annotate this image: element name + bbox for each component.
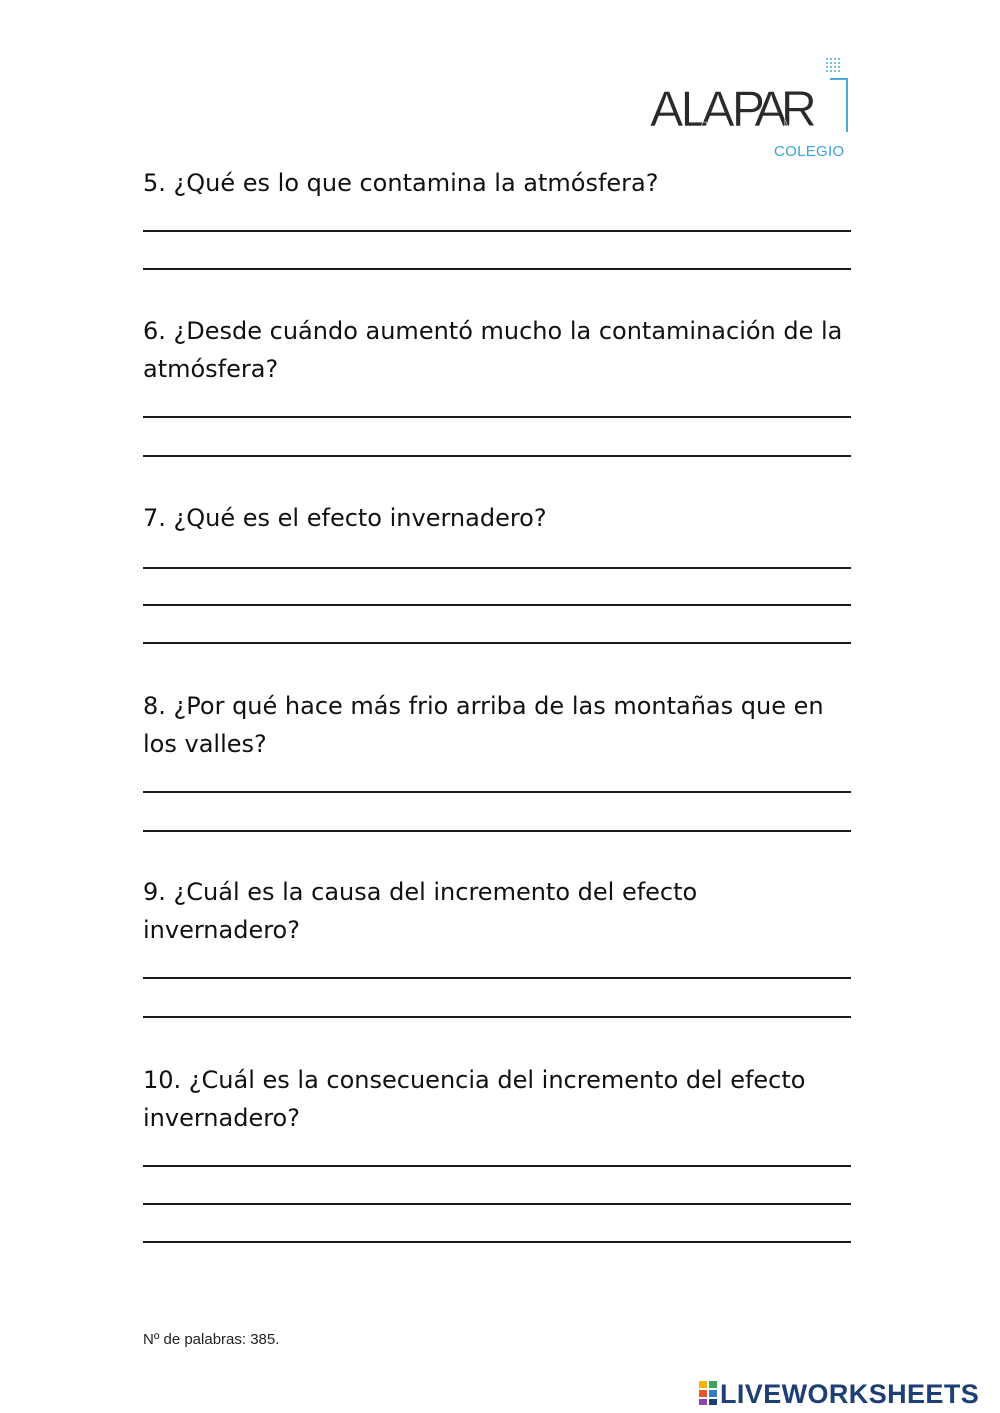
answer-line[interactable] (143, 1241, 851, 1243)
answer-line[interactable] (143, 268, 851, 270)
logo-name: A LA PAR (650, 81, 810, 137)
question-5 (143, 164, 863, 202)
answer-line[interactable] (143, 977, 851, 979)
question-6-text-line-1: 6. ¿Desde cuándo aumentó mucho la contaminación de la (143, 317, 843, 345)
answer-line[interactable] (143, 230, 851, 232)
question-10 (143, 1061, 863, 1137)
question-8-text-line-1: 8. ¿Por qué hace más frio arriba de las montañas que en (143, 692, 824, 720)
liveworksheets-logo-icon (698, 1380, 720, 1406)
liveworksheets-name: LIVEWORKSHEETS (720, 1379, 980, 1409)
word-count: Nº de palabras: 385. (143, 1331, 280, 1348)
question-8 (143, 687, 863, 763)
answer-line[interactable] (143, 1016, 851, 1018)
answer-line[interactable] (143, 1203, 851, 1205)
answer-line[interactable] (143, 642, 851, 644)
question-6 (143, 312, 863, 388)
question-6-text-line-2: atmósfera? (143, 355, 279, 383)
answer-line[interactable] (143, 830, 851, 832)
question-7 (143, 499, 863, 537)
question-9-text-line-2: invernadero? (143, 916, 300, 944)
question-7-text: 7. ¿Qué es el efecto invernadero? (143, 504, 547, 532)
logo-grid-icon (826, 58, 844, 74)
answer-line[interactable] (143, 455, 851, 457)
question-9 (143, 873, 863, 949)
answer-line[interactable] (143, 416, 851, 418)
answer-line[interactable] (143, 1165, 851, 1167)
question-10-text-line-2: invernadero? (143, 1104, 300, 1132)
answer-line[interactable] (143, 604, 851, 606)
question-8-text-line-2: los valles? (143, 730, 267, 758)
answer-line[interactable] (143, 567, 851, 569)
question-10-text-line-1: 10. ¿Cuál es la consecuencia del incremento del efecto (143, 1066, 806, 1094)
question-5-text: 5. ¿Qué es lo que contamina la atmósfera? (143, 169, 659, 197)
question-9-text-line-1: 9. ¿Cuál es la causa del incremento del efecto (143, 878, 698, 906)
logo-subtitle: COLEGIO (774, 143, 845, 160)
school-logo (650, 56, 855, 164)
answer-line[interactable] (143, 791, 851, 793)
logo-bracket-icon (830, 78, 848, 132)
